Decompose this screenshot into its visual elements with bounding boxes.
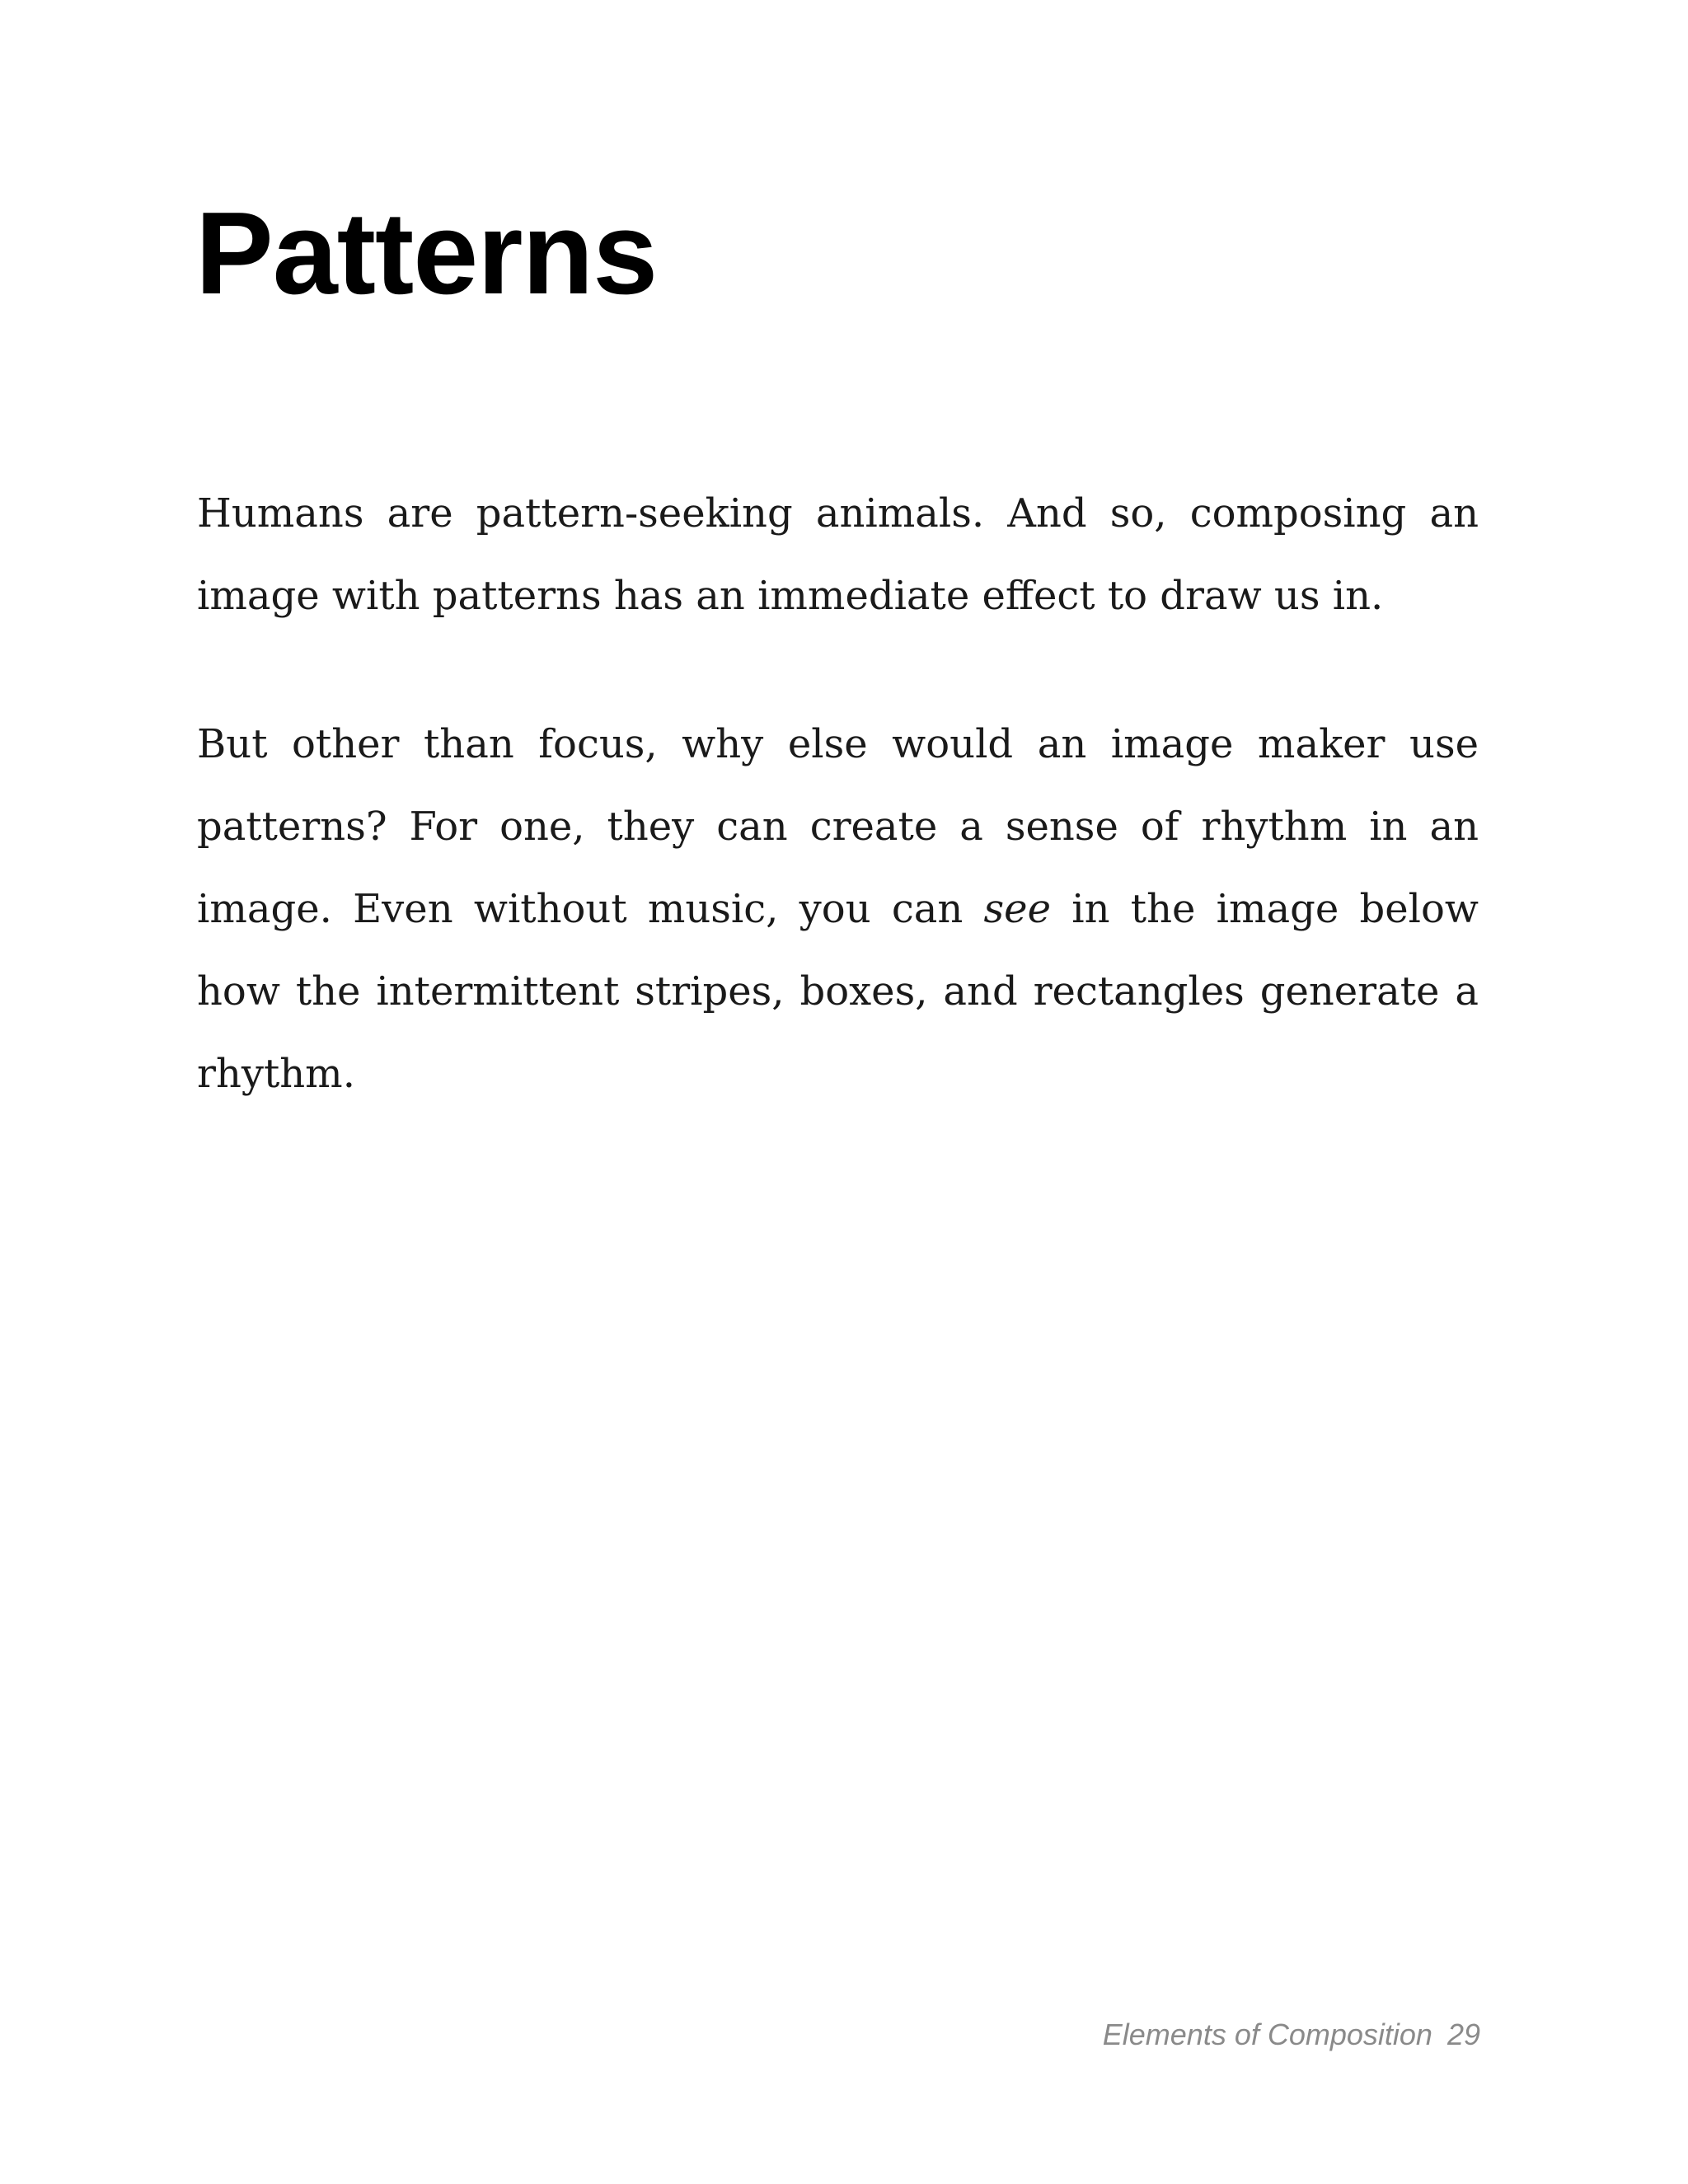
paragraph-2-emphasis: see xyxy=(983,886,1051,932)
page-footer xyxy=(1103,2018,1480,2052)
paragraph-2-text-end: in the image below how the intermittent stripes, boxes, and rectangles generate a rhythm. xyxy=(197,886,1479,1097)
page-title: Patterns xyxy=(195,188,658,319)
footer-book-title: Elements of Composition xyxy=(1102,2018,1432,2051)
paragraph-2-text-start: But other than focus, why else would an image maker use patterns? For one, they can create a sense of rhythm in an image. Even without music, you can xyxy=(197,721,1479,932)
paragraph-2 xyxy=(197,703,1479,1115)
page-number: 29 xyxy=(1447,2018,1480,2051)
paragraph-1: Humans are pattern-seeking animals. And so, composing an image with patterns has an immediate effect to draw us in. xyxy=(197,490,1479,619)
